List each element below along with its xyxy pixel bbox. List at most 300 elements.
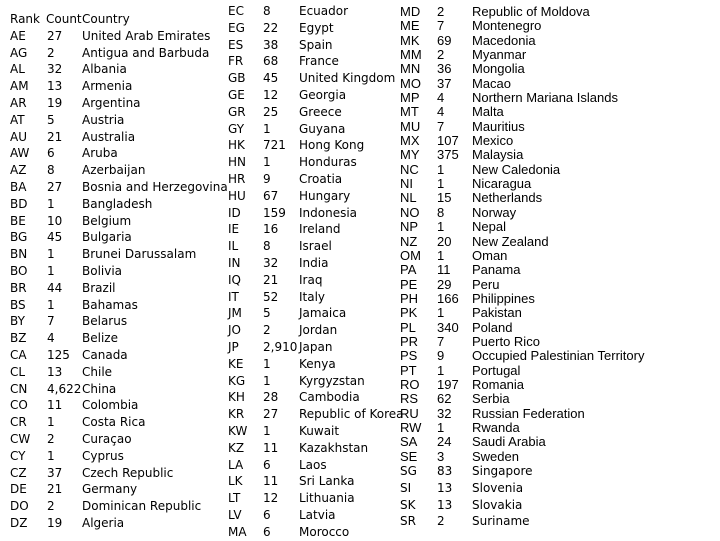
cell-country: Bosnia and Herzegovina: [82, 179, 228, 194]
cell-country: Honduras: [299, 155, 357, 170]
cell-count: 1: [47, 448, 55, 463]
table-row: [400, 18, 718, 32]
cell-count: 67: [263, 188, 279, 203]
table-row: [228, 356, 396, 373]
cell-count: 4: [437, 90, 445, 106]
table-row: [400, 497, 718, 514]
cell-code: FR: [228, 54, 244, 69]
table-row: [400, 277, 718, 291]
cell-code: LK: [228, 474, 243, 489]
cell-country: Macedonia: [472, 32, 536, 48]
cell-count: 2,910: [263, 339, 298, 354]
cell-count: 2: [437, 4, 445, 19]
cell-country: Poland: [472, 319, 513, 335]
cell-code: KH: [228, 390, 245, 405]
table-row: [10, 145, 220, 162]
cell-code: PS: [400, 348, 418, 364]
cell-code: HN: [228, 155, 246, 170]
cell-count: 45: [263, 71, 279, 86]
cell-country: China: [82, 381, 117, 396]
table-row: [228, 440, 396, 457]
table-row: [10, 431, 220, 448]
cell-count: 4,622: [47, 381, 82, 396]
cell-country: India: [299, 255, 329, 270]
cell-code: BG: [10, 230, 28, 245]
table-header-row: [10, 11, 220, 28]
cell-code: SI: [400, 480, 412, 495]
cell-count: 1: [263, 356, 271, 371]
cell-country: Morocco: [299, 524, 350, 539]
header-country: Country: [82, 12, 130, 26]
cell-country: Ireland: [299, 222, 341, 237]
cell-code: MD: [400, 4, 421, 19]
cell-count: 15: [437, 190, 452, 206]
cell-country: Kuwait: [299, 423, 340, 438]
table-row: [228, 289, 396, 306]
cell-count: 159: [263, 205, 286, 220]
cell-code: LT: [228, 491, 241, 506]
cell-count: 2: [437, 47, 445, 63]
cell-count: 13: [47, 79, 63, 94]
cell-count: 1: [437, 161, 445, 177]
header-rank: Rank: [10, 12, 40, 26]
cell-country: Japan: [299, 339, 333, 354]
cell-code: PE: [400, 276, 418, 292]
cell-code: LA: [228, 457, 244, 472]
cell-country: Chile: [82, 364, 113, 379]
table-row: [400, 480, 718, 497]
cell-code: IE: [228, 222, 240, 237]
table-row: [10, 498, 220, 515]
cell-code: MO: [400, 75, 421, 91]
cell-count: 1: [47, 263, 55, 278]
header-count: Count: [46, 12, 82, 26]
table-row: [400, 162, 718, 176]
cell-count: 38: [263, 37, 279, 52]
table-row: [228, 490, 396, 507]
cell-code: HR: [228, 171, 246, 186]
table-row: [10, 280, 220, 297]
cell-code: EC: [228, 4, 244, 18]
cell-country: Curaçao: [82, 431, 132, 446]
cell-count: 27: [47, 28, 63, 43]
table-row: [400, 219, 718, 233]
table-row: [228, 221, 396, 238]
cell-country: Macao: [472, 75, 512, 91]
table-row: [400, 291, 718, 305]
table-row: [400, 391, 718, 405]
cell-country: Myanmar: [472, 47, 527, 63]
cell-country: Bolivia: [82, 263, 123, 278]
cell-code: CN: [10, 381, 28, 396]
cell-country: France: [299, 54, 339, 69]
cell-code: AL: [10, 62, 25, 77]
cell-code: SR: [400, 514, 416, 529]
cell-code: CR: [10, 415, 27, 430]
cell-count: 1: [47, 415, 55, 430]
cell-country: Saudi Arabia: [472, 434, 546, 450]
cell-code: GR: [228, 104, 246, 119]
cell-code: MA: [228, 524, 247, 539]
cell-count: 1: [263, 373, 271, 388]
table-row: [10, 263, 220, 280]
table-row: [10, 179, 228, 196]
cell-country: Montenegro: [472, 18, 542, 34]
table-row: [228, 373, 396, 390]
cell-count: 83: [437, 464, 453, 478]
cell-count: 21: [47, 482, 63, 497]
cell-count: 13: [437, 497, 453, 512]
cell-code: GE: [228, 87, 245, 102]
table-row: [10, 61, 220, 78]
cell-country: Netherlands: [472, 190, 543, 206]
cell-count: 1: [437, 176, 445, 192]
cell-count: 36: [437, 61, 452, 77]
cell-code: BE: [10, 213, 26, 228]
cell-count: 32: [437, 405, 452, 421]
cell-country: Georgia: [299, 87, 347, 102]
cell-country: Hong Kong: [299, 138, 365, 153]
cell-country: Dominican Republic: [82, 499, 202, 514]
cell-count: 1: [47, 297, 55, 312]
table-row: [10, 481, 220, 498]
cell-country: Slovenia: [472, 480, 524, 495]
table-row: [400, 305, 718, 319]
cell-code: AT: [10, 112, 25, 127]
cell-count: 2: [47, 45, 55, 60]
cell-country: Argentina: [82, 95, 141, 110]
cell-code: SK: [400, 497, 416, 512]
table-row: [228, 255, 396, 272]
cell-count: 10: [47, 213, 63, 228]
cell-count: 13: [47, 364, 63, 379]
cell-code: RW: [400, 419, 422, 435]
table-row: [400, 449, 718, 463]
cell-count: 32: [263, 255, 279, 270]
cell-code: RU: [400, 405, 419, 421]
cell-code: SE: [400, 448, 418, 464]
cell-code: NZ: [400, 233, 418, 249]
cell-country: Republic of Moldova: [472, 4, 590, 19]
cell-country: Malta: [472, 104, 504, 120]
cell-country: Singapore: [472, 464, 533, 478]
table-row: [228, 272, 396, 289]
cell-count: 12: [263, 491, 279, 506]
cell-count: 6: [47, 146, 55, 161]
cell-count: 7: [437, 333, 445, 349]
cell-code: KG: [228, 373, 246, 388]
cell-code: BZ: [10, 331, 27, 346]
country-table-column-2: [228, 3, 404, 541]
cell-country: Egypt: [299, 20, 334, 35]
cell-count: 11: [437, 262, 451, 278]
table-row: [400, 320, 718, 334]
cell-code: EG: [228, 20, 245, 35]
table-row: [400, 406, 718, 420]
cell-code: BA: [10, 179, 27, 194]
cell-code: CW: [10, 431, 31, 446]
cell-country: Occupied Palestinian Territory: [472, 348, 645, 364]
cell-count: 7: [437, 18, 445, 34]
table-row: [400, 133, 718, 147]
cell-country: Rwanda: [472, 419, 520, 435]
cell-country: Guyana: [299, 121, 346, 136]
cell-code: BO: [10, 263, 28, 278]
cell-country: Suriname: [472, 514, 530, 529]
cell-count: 28: [263, 390, 279, 405]
table-row: [228, 53, 396, 70]
cell-country: Puerto Rico: [472, 333, 540, 349]
cell-country: Russian Federation: [472, 405, 585, 421]
cell-country: Jordan: [299, 323, 338, 338]
cell-country: Latvia: [299, 507, 336, 522]
table-row: [10, 246, 220, 263]
cell-code: MY: [400, 147, 420, 163]
table-row: [400, 147, 718, 161]
table-row: [400, 513, 718, 530]
cell-code: IL: [228, 239, 239, 254]
table-row: [400, 47, 718, 61]
cell-country: Jamaica: [299, 306, 347, 321]
cell-country: Oman: [472, 247, 508, 263]
country-table-column-1: [10, 11, 228, 532]
cell-country: Peru: [472, 276, 500, 292]
table-row: [228, 457, 396, 474]
cell-code: NI: [400, 176, 413, 192]
cell-count: 197: [437, 376, 459, 392]
table-row: [228, 473, 396, 490]
cell-count: 37: [47, 465, 63, 480]
cell-code: CY: [10, 448, 26, 463]
cell-code: AE: [10, 28, 26, 43]
cell-code: BD: [10, 196, 28, 211]
cell-code: MP: [400, 90, 420, 106]
table-row: [10, 381, 220, 398]
cell-count: 1: [47, 247, 55, 262]
cell-count: 13: [437, 480, 453, 495]
cell-count: 62: [437, 391, 452, 407]
cell-code: PT: [400, 362, 417, 378]
cell-code: DZ: [10, 515, 28, 530]
cell-country: Slovakia: [472, 497, 523, 512]
cell-country: Greece: [299, 104, 342, 119]
table-row: [400, 234, 718, 248]
table-row: [228, 104, 396, 121]
cell-code: KE: [228, 356, 244, 371]
cell-code: KR: [228, 407, 245, 422]
cell-code: PL: [400, 319, 416, 335]
cell-code: CL: [10, 364, 26, 379]
table-row: [228, 137, 396, 154]
cell-count: 27: [263, 407, 279, 422]
table-row: [228, 154, 396, 171]
cell-count: 8: [263, 239, 271, 254]
cell-code: MU: [400, 118, 421, 134]
cell-code: JM: [228, 306, 242, 321]
cell-count: 32: [47, 62, 63, 77]
cell-country: Belize: [82, 331, 118, 346]
cell-country: United Arab Emirates: [82, 28, 211, 43]
cell-code: CA: [10, 347, 27, 362]
cell-code: GY: [228, 121, 245, 136]
cell-country: Algeria: [82, 515, 125, 530]
cell-count: 5: [263, 306, 271, 321]
table-row: [400, 90, 718, 104]
cell-count: 375: [437, 147, 459, 163]
table-row: [400, 4, 718, 18]
cell-count: 22: [263, 20, 279, 35]
cell-code: AU: [10, 129, 27, 144]
cell-code: IT: [228, 289, 239, 304]
table-row: [10, 347, 220, 364]
cell-country: Brazil: [82, 280, 116, 295]
cell-count: 721: [263, 138, 286, 153]
table-row: [228, 20, 396, 37]
table-row: [228, 305, 396, 322]
table-row: [228, 121, 396, 138]
cell-count: 2: [47, 431, 55, 446]
table-row: [10, 397, 220, 414]
cell-count: 8: [437, 204, 445, 220]
table-row: [10, 45, 220, 62]
table-row: [400, 104, 718, 118]
table-row: [228, 339, 396, 356]
cell-country: Northern Mariana Islands: [472, 90, 618, 106]
cell-code: NL: [400, 190, 417, 206]
cell-code: MM: [400, 47, 422, 63]
cell-code: BS: [10, 297, 26, 312]
table-row: [10, 28, 220, 45]
table-row: [400, 190, 718, 204]
cell-count: 19: [47, 95, 63, 110]
cell-country: Sweden: [472, 448, 519, 464]
cell-count: 16: [263, 222, 279, 237]
country-table-column-3: [400, 4, 718, 530]
cell-country: Hungary: [299, 188, 351, 203]
table-row: [10, 414, 220, 431]
cell-country: Nicaragua: [472, 176, 532, 192]
cell-country: Republic of Korea: [299, 407, 404, 422]
table-row: [228, 423, 396, 440]
cell-country: Armenia: [82, 79, 133, 94]
cell-country: Ecuador: [299, 4, 349, 18]
cell-code: AW: [10, 146, 30, 161]
cell-country: Cyprus: [82, 448, 124, 463]
cell-code: DO: [10, 499, 29, 514]
cell-count: 68: [263, 54, 279, 69]
cell-code: PH: [400, 290, 419, 306]
table-row: [400, 262, 718, 276]
cell-count: 1: [437, 419, 445, 435]
cell-count: 1: [263, 423, 271, 438]
table-row: [400, 33, 718, 47]
cell-country: Albania: [82, 62, 127, 77]
cell-code: IQ: [228, 272, 241, 287]
cell-country: Aruba: [82, 146, 118, 161]
cell-code: MN: [400, 61, 421, 77]
cell-count: 2: [263, 323, 271, 338]
table-row: [400, 420, 718, 434]
cell-country: Kazakhstan: [299, 440, 369, 455]
cell-count: 125: [47, 347, 70, 362]
cell-code: MT: [400, 104, 419, 120]
table-row: [228, 507, 396, 524]
table-row: [400, 119, 718, 133]
cell-count: 44: [47, 280, 63, 295]
cell-count: 19: [47, 515, 63, 530]
cell-count: 4: [437, 104, 445, 120]
cell-count: 6: [263, 524, 271, 539]
table-row: [228, 70, 396, 87]
cell-code: RS: [400, 391, 419, 407]
cell-code: HU: [228, 188, 246, 203]
cell-count: 340: [437, 319, 459, 335]
table-row: [400, 248, 718, 262]
table-row: [10, 196, 220, 213]
cell-code: PA: [400, 262, 417, 278]
cell-count: 24: [437, 434, 452, 450]
cell-country: New Caledonia: [472, 161, 561, 177]
cell-count: 11: [47, 398, 63, 413]
cell-country: Kyrgyzstan: [299, 373, 365, 388]
table-row: [228, 406, 404, 423]
cell-country: Philippines: [472, 290, 535, 306]
table-row: [10, 95, 220, 112]
table-row: [228, 389, 396, 406]
table-row: [400, 348, 718, 362]
cell-code: SA: [400, 434, 418, 450]
cell-count: 9: [263, 171, 271, 186]
cell-count: 1: [437, 305, 445, 321]
cell-count: 107: [437, 133, 459, 149]
cell-code: CO: [10, 398, 28, 413]
table-row: [10, 448, 220, 465]
table-row: [228, 188, 396, 205]
cell-code: NC: [400, 161, 419, 177]
cell-country: Colombia: [82, 398, 139, 413]
table-row: [10, 515, 220, 532]
cell-count: 11: [263, 440, 279, 455]
cell-count: 27: [47, 179, 63, 194]
country-table-column-3-tail: [400, 463, 718, 530]
cell-code: NO: [400, 204, 420, 220]
cell-count: 9: [437, 348, 445, 364]
cell-code: SG: [400, 464, 417, 478]
cell-count: 37: [437, 75, 452, 91]
cell-code: BY: [10, 314, 25, 329]
cell-country: Bangladesh: [82, 196, 153, 211]
cell-code: MX: [400, 133, 420, 149]
cell-country: Germany: [82, 482, 138, 497]
cell-code: AZ: [10, 163, 27, 178]
cell-count: 3: [437, 448, 445, 464]
cell-code: OM: [400, 247, 421, 263]
cell-country: Mauritius: [472, 118, 525, 134]
cell-code: JO: [228, 323, 241, 338]
cell-country: Serbia: [472, 391, 510, 407]
table-row: [228, 171, 396, 188]
table-row: [400, 463, 718, 480]
cell-country: Panama: [472, 262, 521, 278]
cell-count: 2: [47, 499, 55, 514]
cell-count: 21: [47, 129, 63, 144]
cell-country: Spain: [299, 37, 333, 52]
table-row: [228, 37, 396, 54]
cell-country: Norway: [472, 204, 517, 220]
cell-code: LV: [228, 507, 242, 522]
table-row: [400, 61, 718, 75]
cell-code: CZ: [10, 465, 27, 480]
